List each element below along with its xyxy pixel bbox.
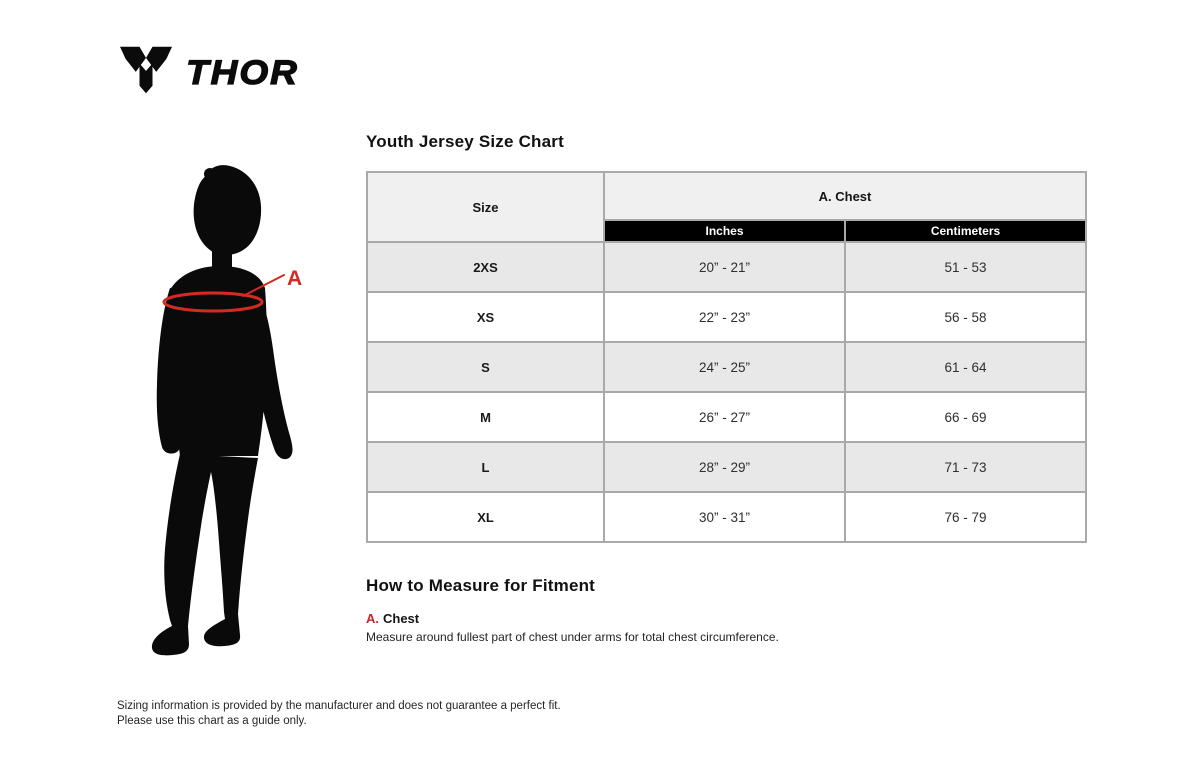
centimeters-cell: 66 - 69 (845, 392, 1086, 442)
table-row (367, 392, 1086, 442)
main-content (366, 132, 1085, 645)
measure-item-key: A. (366, 611, 379, 626)
chest-annotation-label: A (287, 267, 303, 290)
centimeters-cell: 51 - 53 (845, 242, 1086, 292)
footer-disclaimer (117, 699, 561, 728)
centimeters-cell: 76 - 79 (845, 492, 1086, 542)
table-row (367, 292, 1086, 342)
inches-cell: 26” - 27” (604, 392, 845, 442)
measure-item-chest (366, 611, 1085, 645)
size-chart-table (366, 171, 1087, 543)
thor-logo-text: THOR (186, 53, 299, 91)
measure-item-name: Chest (383, 611, 420, 626)
size-cell: 2XS (367, 242, 604, 292)
size-chart-body (367, 242, 1086, 542)
table-row (367, 342, 1086, 392)
size-cell: M (367, 392, 604, 442)
child-silhouette-figure (148, 164, 303, 659)
measure-item-heading (366, 611, 1085, 627)
size-chart-title: Youth Jersey Size Chart (366, 132, 564, 151)
size-cell: S (367, 342, 604, 392)
centimeters-cell: 56 - 58 (845, 292, 1086, 342)
chest-group-header: A. Chest (604, 172, 1086, 220)
table-row (367, 492, 1086, 542)
table-row (367, 442, 1086, 492)
inches-cell: 20” - 21” (604, 242, 845, 292)
inches-cell: 28” - 29” (604, 442, 845, 492)
centimeters-cell: 61 - 64 (845, 342, 1086, 392)
footer-line: Sizing information is provided by the manufacturer and does not guarantee a perfect fit. (117, 700, 561, 712)
centimeters-cell: 71 - 73 (845, 442, 1086, 492)
footer-line: Please use this chart as a guide only. (117, 714, 307, 727)
size-cell: XL (367, 492, 604, 542)
child-silhouette (152, 165, 293, 655)
thor-horns-icon (120, 46, 172, 99)
inches-cell: 30” - 31” (604, 492, 845, 542)
inches-cell: 24” - 25” (604, 342, 845, 392)
table-row (367, 242, 1086, 292)
thor-logo (120, 46, 299, 99)
measure-item-description: Measure around fullest part of chest under arms for total chest circumference. (366, 630, 779, 644)
size-cell: XS (367, 292, 604, 342)
size-column-header: Size (367, 172, 604, 242)
inches-cell: 22” - 23” (604, 292, 845, 342)
unit-header-inches: Inches (604, 220, 845, 242)
measure-title: How to Measure for Fitment (366, 576, 596, 595)
unit-header-centimeters: Centimeters (845, 220, 1086, 242)
size-cell: L (367, 442, 604, 492)
